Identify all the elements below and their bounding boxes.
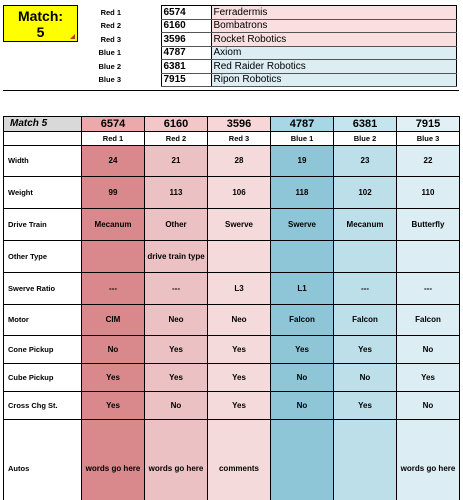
position-label: Blue 3 (397, 132, 460, 146)
table-row (4, 177, 460, 209)
scouting-comparison-table (3, 116, 460, 500)
data-cell[interactable]: Yes (145, 364, 208, 392)
position-label: Blue 2 (334, 132, 397, 146)
data-cell[interactable]: --- (82, 273, 145, 305)
match-number: 5 (36, 23, 45, 40)
team-header-red-2[interactable]: 6160 (145, 117, 208, 132)
data-cell[interactable]: L1 (271, 273, 334, 305)
data-cell[interactable]: 110 (397, 177, 460, 209)
data-cell[interactable] (82, 241, 145, 273)
data-cell[interactable]: 99 (82, 177, 145, 209)
position-row (4, 132, 460, 146)
assignment-team-name: Bombatrons (211, 19, 457, 33)
match-label: Match: (17, 7, 64, 24)
data-cell[interactable]: --- (334, 273, 397, 305)
assignment-team-name: Rocket Robotics (211, 33, 457, 47)
assignment-role: Blue 1 (98, 48, 121, 58)
data-cell[interactable]: Yes (82, 392, 145, 420)
table-row (4, 209, 460, 241)
assignment-team-name: Ferradermis (211, 6, 457, 20)
assignment-team-number[interactable]: 4787 (161, 46, 211, 60)
data-cell[interactable]: No (397, 336, 460, 364)
data-cell[interactable] (334, 241, 397, 273)
data-cell[interactable]: L3 (208, 273, 271, 305)
assignment-row (82, 73, 457, 87)
data-cell[interactable]: words go here (82, 420, 145, 500)
row-label: Motor (4, 305, 82, 336)
table-row (4, 420, 460, 500)
data-cell[interactable]: Butterfly (397, 209, 460, 241)
match-indicator[interactable] (3, 5, 78, 42)
assignment-team-number[interactable]: 7915 (161, 73, 211, 87)
data-cell[interactable]: No (145, 392, 208, 420)
data-cell[interactable]: 19 (271, 146, 334, 177)
team-header-red-3[interactable]: 3596 (208, 117, 271, 132)
team-assignment-table (82, 5, 457, 87)
row-label: Cone Pickup (4, 336, 82, 364)
data-cell[interactable]: --- (145, 273, 208, 305)
table-row (4, 146, 460, 177)
data-cell[interactable]: Falcon (271, 305, 334, 336)
table-row (4, 273, 460, 305)
assignment-role: Blue 3 (98, 75, 121, 85)
assignment-team-number[interactable]: 6574 (161, 6, 211, 20)
data-cell[interactable]: drive train type (145, 241, 208, 273)
data-cell[interactable]: 102 (334, 177, 397, 209)
data-cell[interactable]: CIM (82, 305, 145, 336)
data-cell[interactable]: No (397, 392, 460, 420)
data-cell[interactable]: No (82, 336, 145, 364)
data-cell[interactable]: words go here (397, 420, 460, 500)
data-cell[interactable] (397, 241, 460, 273)
position-label: Red 3 (208, 132, 271, 146)
position-label: Blue 1 (271, 132, 334, 146)
data-cell[interactable] (271, 420, 334, 500)
data-cell[interactable]: Swerve (208, 209, 271, 241)
data-cell[interactable]: Neo (145, 305, 208, 336)
data-cell[interactable]: Yes (334, 392, 397, 420)
data-cell[interactable]: No (334, 364, 397, 392)
table-row (4, 364, 460, 392)
team-header-blue-3[interactable]: 7915 (397, 117, 460, 132)
assignment-row (82, 60, 457, 74)
data-cell[interactable]: Falcon (334, 305, 397, 336)
assignment-team-number[interactable]: 6381 (161, 60, 211, 74)
row-label: Autos (4, 420, 82, 500)
data-cell[interactable]: 113 (145, 177, 208, 209)
data-cell[interactable] (271, 241, 334, 273)
data-cell[interactable] (334, 420, 397, 500)
assignment-team-number[interactable]: 3596 (161, 33, 211, 47)
data-cell[interactable]: Yes (271, 336, 334, 364)
row-label: Swerve Ratio (4, 273, 82, 305)
table-row (4, 241, 460, 273)
assignment-row (82, 33, 457, 47)
team-header-blue-2[interactable]: 6381 (334, 117, 397, 132)
data-cell[interactable]: Yes (208, 392, 271, 420)
table-row (4, 305, 460, 336)
data-cell[interactable]: 24 (82, 146, 145, 177)
data-cell[interactable]: comments (208, 420, 271, 500)
data-cell[interactable]: Mecanum (334, 209, 397, 241)
data-cell[interactable] (208, 241, 271, 273)
row-label: Weight (4, 177, 82, 209)
assignment-role: Blue 2 (98, 61, 121, 71)
row-label: Other Type (4, 241, 82, 273)
assignment-row (82, 19, 457, 33)
assignment-row (82, 6, 457, 20)
data-cell[interactable]: Yes (82, 364, 145, 392)
data-cell[interactable]: 21 (145, 146, 208, 177)
data-cell[interactable]: Neo (208, 305, 271, 336)
data-cell[interactable]: 28 (208, 146, 271, 177)
data-cell[interactable]: 106 (208, 177, 271, 209)
data-cell[interactable]: Yes (208, 336, 271, 364)
dropdown-marker-icon (70, 34, 75, 39)
team-header-blue-1[interactable]: 4787 (271, 117, 334, 132)
data-cell[interactable]: Mecanum (82, 209, 145, 241)
data-cell[interactable]: Yes (145, 336, 208, 364)
table-row (4, 392, 460, 420)
assignment-row (82, 46, 457, 60)
data-cell[interactable]: 118 (271, 177, 334, 209)
assignment-team-name: Ripon Robotics (211, 73, 457, 87)
data-cell[interactable]: 22 (397, 146, 460, 177)
assignment-role: Red 2 (100, 21, 121, 31)
data-cell[interactable]: Yes (208, 364, 271, 392)
assignment-role: Red 1 (100, 7, 121, 17)
data-cell[interactable]: Falcon (397, 305, 460, 336)
data-cell[interactable]: No (271, 364, 334, 392)
data-cell[interactable]: Yes (334, 336, 397, 364)
data-cell[interactable]: No (271, 392, 334, 420)
row-label: Drive Train (4, 209, 82, 241)
row-label: Cube Pickup (4, 364, 82, 392)
team-header-red-1[interactable]: 6574 (82, 117, 145, 132)
data-cell[interactable]: --- (397, 273, 460, 305)
assignment-team-name: Axiom (211, 46, 457, 60)
data-cell[interactable]: Swerve (271, 209, 334, 241)
data-cell[interactable]: Other (145, 209, 208, 241)
data-cell[interactable]: words go here (145, 420, 208, 500)
assignment-team-number[interactable]: 6160 (161, 19, 211, 33)
data-cell[interactable]: 23 (334, 146, 397, 177)
data-cell[interactable]: Yes (397, 364, 460, 392)
position-label: Red 2 (145, 132, 208, 146)
divider (3, 90, 459, 91)
assignment-role: Red 3 (100, 34, 121, 44)
table-row (4, 336, 460, 364)
table-corner-title: Match 5 (4, 117, 82, 132)
position-label: Red 1 (82, 132, 145, 146)
assignment-team-name: Red Raider Robotics (211, 60, 457, 74)
team-header-row (4, 117, 460, 132)
row-label: Cross Chg St. (4, 392, 82, 420)
row-label: Width (4, 146, 82, 177)
